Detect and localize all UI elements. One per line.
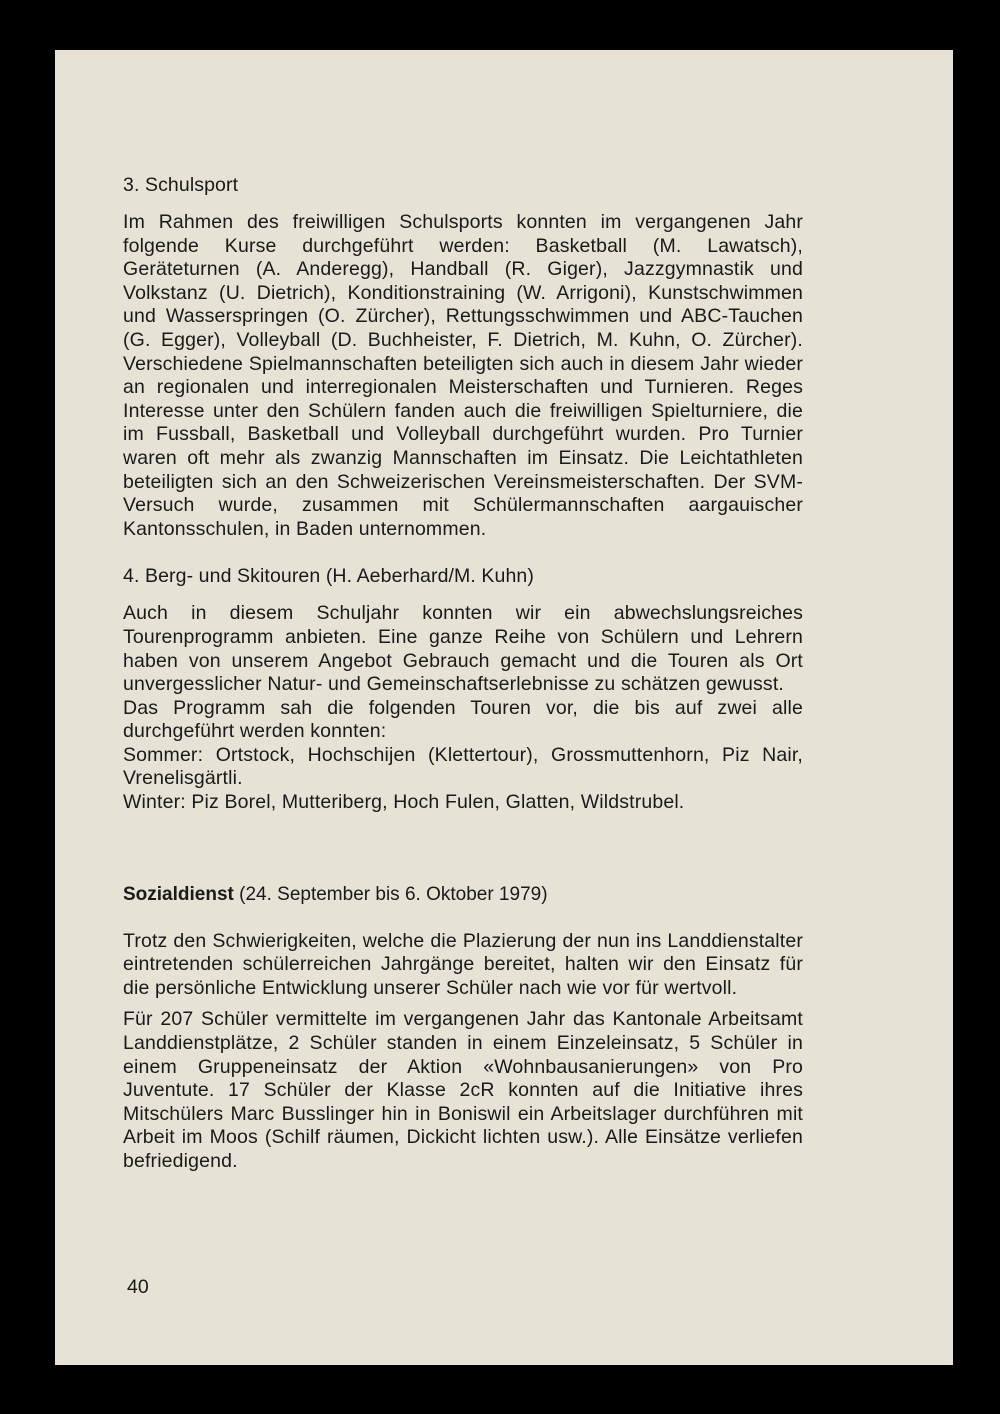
section-3-heading: 3. Schulsport xyxy=(123,174,239,196)
section-4-summer-tours: Sommer: Ortstock, Hochschijen (Klettertour), Grossmuttenhorn, Piz Nair, Vrenelisgärtli. xyxy=(123,743,803,790)
document-page xyxy=(55,50,953,1365)
section-4-paragraph-2: Das Programm sah die folgenden Touren vor, die bis auf zwei alle durchgeführt werden konnten: xyxy=(123,696,803,743)
section-4-paragraph-1: Auch in diesem Schuljahr konnten wir ein abwechslungsreiches Tourenprogramm anbieten. Eine ganze Reihe von Schülern und Lehrern haben von unserem Angebot Gebrauch gemacht und die Touren als Ort unvergesslicher Natur- und Gemeinschaftserlebnisse zu schätzen gewusst. xyxy=(123,602,803,696)
page-content xyxy=(123,172,803,1174)
paragraph-gap xyxy=(123,1000,803,1008)
section-3-paragraph: Im Rahmen des freiwilligen Schulsports konnten im vergangenen Jahr folgende Kurse durchgeführt werden: Basketball (M. Lawatsch), Geräteturnen (A. Anderegg), Handball (R. Giger), Jazzgymnastik und Volkstanz (U. Dietrich), Konditionstraining (W. Arrigoni), Kunstschwimmen und Wasserspringen (O. Zürcher), Rettungsschwimmen und ABC-Tauchen (G. Egger), Volleyball (D. Buchheister, F. Dietrich, M. Kuhn, O. Zürcher). Verschiedene Spielmannschaften beteiligten sich auch in diesem Jahr wieder an regionalen und interregionalen Meisterschaften und Turnieren. Reges Interesse unter den Schülern fanden auch die freiwilligen Spielturniere, die im Fussball, Basketball und Volleyball durchgeführt wurden. Pro Turnier waren oft mehr als zwanzig Mannschaften im Einsatz. Die Leichtathleten beteiligten sich an den Schweizerischen Vereinsmeisterschaften. Der SVM-Versuch wurde, zusammen mit Schülermannschaften aargauischer Kantonsschulen, in Baden unternommen. xyxy=(123,211,803,540)
sozialdienst-paragraph-1: Trotz den Schwierigkeiten, welche die Plazierung der nun ins Landdienstalter eintretenden schülerreichen Jahrgänge bereitet, halten wir den Einsatz für die persönliche Entwicklung unserer Schüler nach wie vor für wertvoll. xyxy=(123,929,803,999)
sozialdienst-heading xyxy=(123,882,803,908)
sozialdienst-title: Sozialdienst xyxy=(123,883,234,905)
sozialdienst-dates: (24. September bis 6. Oktober 1979) xyxy=(233,883,548,905)
page-number: 40 xyxy=(127,1276,149,1298)
sozialdienst-paragraph-2: Für 207 Schüler vermittelte im vergangenen Jahr das Kantonale Arbeitsamt Landdienstplätze, 2 Schüler standen in einem Einzeleinsatz, 5 Schüler in einem Gruppeneinsatz der Aktion «Wohnbausanierungen» von Pro Juventute. 17 Schüler der Klasse 2cR konnten auf die Initiative ihres Mitschülers Marc Busslinger hin in Boniswil ein Arbeitslager durchführen mit Arbeit im Moos (Schilf räumen, Dickicht lichten usw.). Alle Einsätze verliefen befriedigend. xyxy=(123,1008,803,1172)
section-4-winter-tours: Winter: Piz Borel, Mutteriberg, Hoch Fulen, Glatten, Wildstrubel. xyxy=(123,791,685,814)
section-4-heading: 4. Berg- und Skitouren (H. Aeberhard/M. Kuhn) xyxy=(123,565,534,588)
